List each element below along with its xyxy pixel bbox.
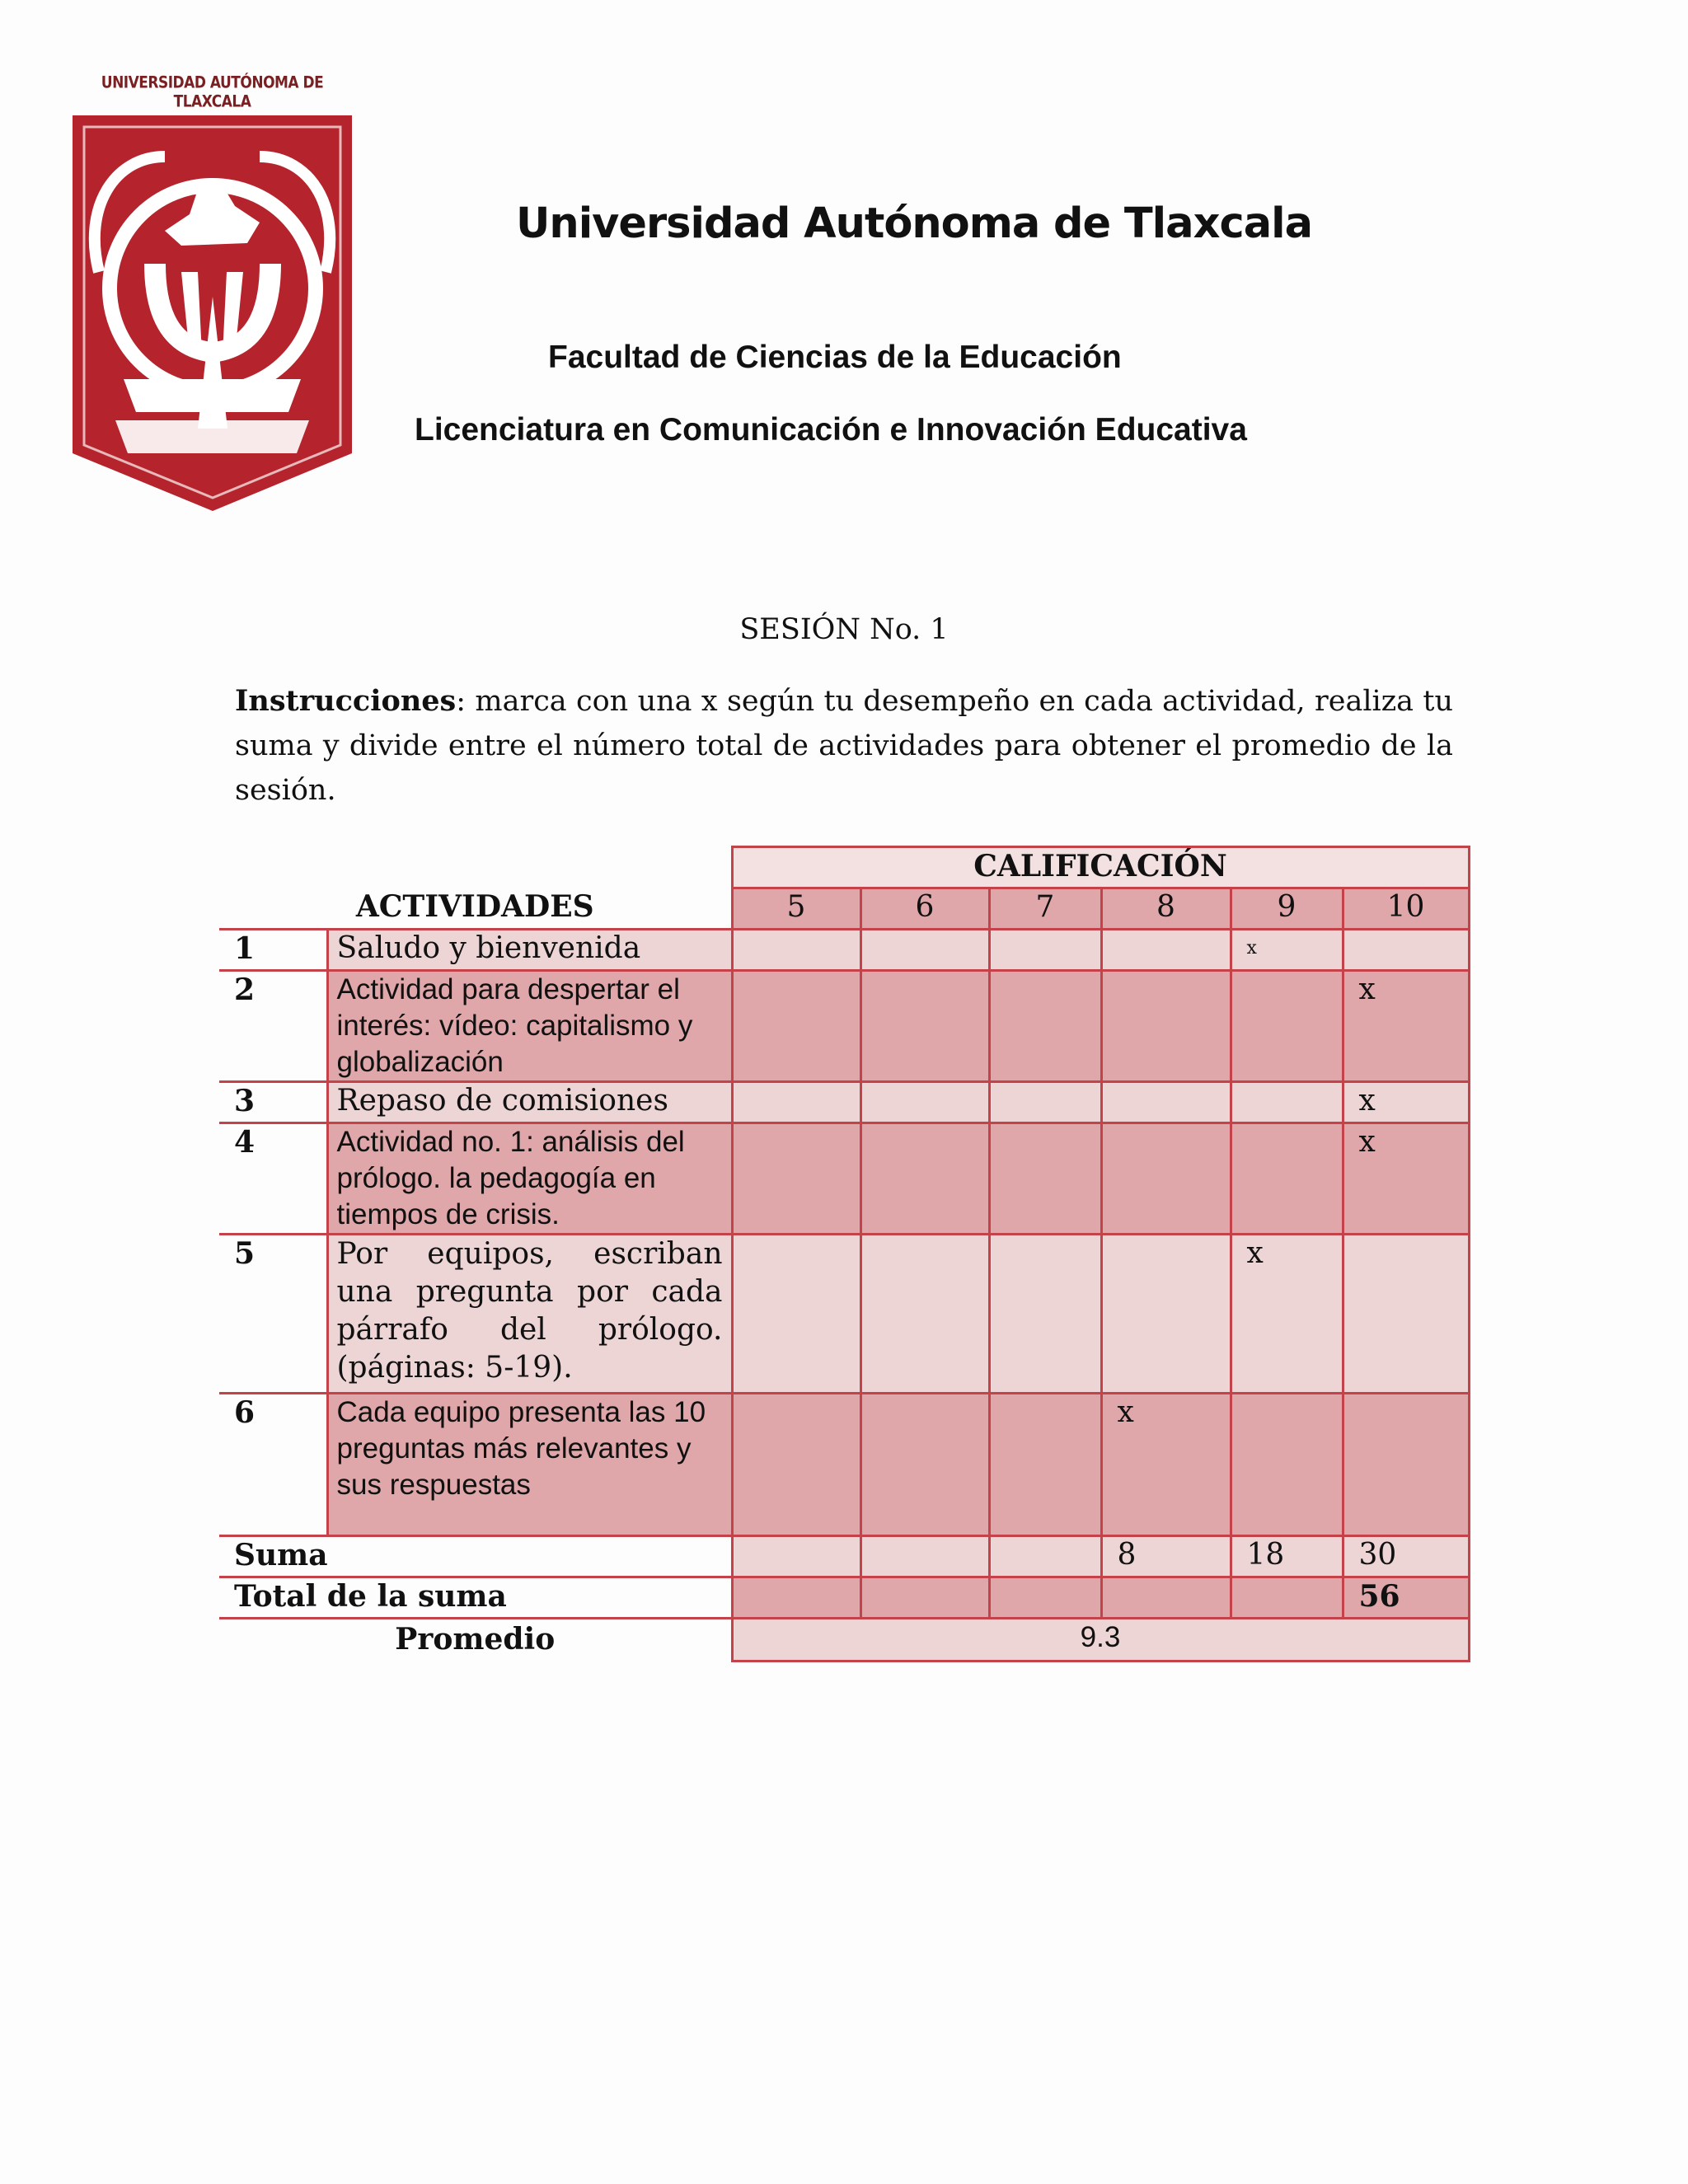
activities-header: ACTIVIDADES: [355, 888, 594, 924]
grade-cell: x: [1343, 1123, 1469, 1235]
grade-col-6: 6: [860, 888, 989, 930]
total-cell: [732, 1577, 860, 1619]
row-number: 6: [219, 1394, 327, 1536]
table-row: [219, 1394, 1469, 1536]
promedio-label-cell: [219, 1619, 732, 1661]
grade-cell: [989, 1123, 1101, 1235]
activities-header-cell: [219, 847, 732, 930]
suma-cell: [989, 1536, 1101, 1577]
grade-cell: [989, 1235, 1101, 1394]
seal-caption: UNIVERSIDAD AUTÓNOMA DE TLAXCALA: [101, 73, 324, 111]
grade-cell: [732, 930, 860, 971]
instructions-text: : marca con una x según tu desempeño en cada actividad, realiza tu suma y divide entre el número total de actividades para obtener el promedio de la sesión.: [235, 685, 1453, 807]
promedio-label: Promedio: [395, 1622, 556, 1657]
suma-cell: [732, 1536, 860, 1577]
grade-col-9: 9: [1231, 888, 1343, 930]
grade-cell: [732, 971, 860, 1082]
total-cell: [1231, 1577, 1343, 1619]
grade-cell: x: [1231, 930, 1343, 971]
row-number: 3: [219, 1082, 327, 1123]
activity-name: Repaso de comisiones: [327, 1082, 732, 1123]
activity-name: Cada equipo presenta las 10 preguntas más relevantes y sus respuestas: [327, 1394, 732, 1536]
grade-col-7: 7: [989, 888, 1101, 930]
evaluation-table: [219, 846, 1470, 1662]
grade-cell: x: [1343, 1082, 1469, 1123]
university-title: Universidad Autónoma de Tlaxcala: [515, 199, 1313, 248]
table-row: [219, 971, 1469, 1082]
row-number: 5: [219, 1235, 327, 1394]
session-title: SESIÓN No. 1: [739, 613, 949, 646]
grade-cell: [860, 1235, 989, 1394]
grade-cell: [732, 1123, 860, 1235]
grade-cell: [732, 1235, 860, 1394]
grade-cell: [1343, 1235, 1469, 1394]
degree-name: Licenciatura en Comunicación e Innovación Educativa: [415, 412, 1247, 448]
suma-cell: 18: [1231, 1536, 1343, 1577]
seal-shield-icon: [66, 107, 359, 519]
activity-name: Por equipos, escriban una pregunta por cada párrafo del prólogo. (páginas: 5-19).: [327, 1235, 732, 1394]
grade-cell: [732, 1394, 860, 1536]
table-row: [219, 1082, 1469, 1123]
total-cell: [989, 1577, 1101, 1619]
activity-name: Actividad no. 1: análisis del prólogo. la pedagogía en tiempos de crisis.: [327, 1123, 732, 1235]
suma-label: Suma: [219, 1536, 732, 1577]
table-row: [219, 1123, 1469, 1235]
promedio-value: 9.3: [732, 1619, 1469, 1661]
grade-col-10: 10: [1343, 888, 1469, 930]
grade-cell: x: [1231, 1235, 1343, 1394]
total-label: Total de la suma: [219, 1577, 732, 1619]
grade-cell: [1231, 1123, 1343, 1235]
grade-col-5: 5: [732, 888, 860, 930]
activity-name: Saludo y bienvenida: [327, 930, 732, 971]
faculty-name: Facultad de Ciencias de la Educación: [548, 340, 1122, 375]
grade-cell: [989, 930, 1101, 971]
grade-col-8: 8: [1101, 888, 1231, 930]
promedio-row: [219, 1619, 1469, 1661]
grade-cell: [860, 971, 989, 1082]
grade-cell: [860, 1082, 989, 1123]
instructions-label: Instrucciones: [235, 684, 457, 718]
suma-cell: [860, 1536, 989, 1577]
grade-cell: [1343, 1394, 1469, 1536]
grade-cell: [989, 1082, 1101, 1123]
grade-cell: [1101, 1123, 1231, 1235]
grade-cell: [1101, 971, 1231, 1082]
total-row: [219, 1577, 1469, 1619]
row-number: 2: [219, 971, 327, 1082]
total-cell: 56: [1343, 1577, 1469, 1619]
grade-cell: [1231, 1394, 1343, 1536]
grade-cell: [1101, 1235, 1231, 1394]
row-number: 4: [219, 1123, 327, 1235]
grade-cell: [989, 1394, 1101, 1536]
grade-cell: [860, 930, 989, 971]
suma-cell: 30: [1343, 1536, 1469, 1577]
grade-cell: [1101, 930, 1231, 971]
instructions-paragraph: [235, 679, 1453, 813]
grade-header: CALIFICACIÓN: [732, 847, 1469, 888]
suma-row: [219, 1536, 1469, 1577]
activity-name: Actividad para despertar el interés: vídeo: capitalismo y globalización: [327, 971, 732, 1082]
grade-cell: x: [1101, 1394, 1231, 1536]
table-row: [219, 930, 1469, 971]
grade-cell: [989, 971, 1101, 1082]
total-cell: [1101, 1577, 1231, 1619]
grade-cell: [1231, 971, 1343, 1082]
grade-cell: [1343, 930, 1469, 971]
grade-cell: [860, 1123, 989, 1235]
total-cell: [860, 1577, 989, 1619]
grade-cell: x: [1343, 971, 1469, 1082]
grade-cell: [1101, 1082, 1231, 1123]
grade-cell: [732, 1082, 860, 1123]
row-number: 1: [219, 930, 327, 971]
suma-cell: 8: [1101, 1536, 1231, 1577]
grade-cell: [860, 1394, 989, 1536]
table-row: [219, 1235, 1469, 1394]
university-seal: [66, 73, 359, 517]
grade-cell: [1231, 1082, 1343, 1123]
